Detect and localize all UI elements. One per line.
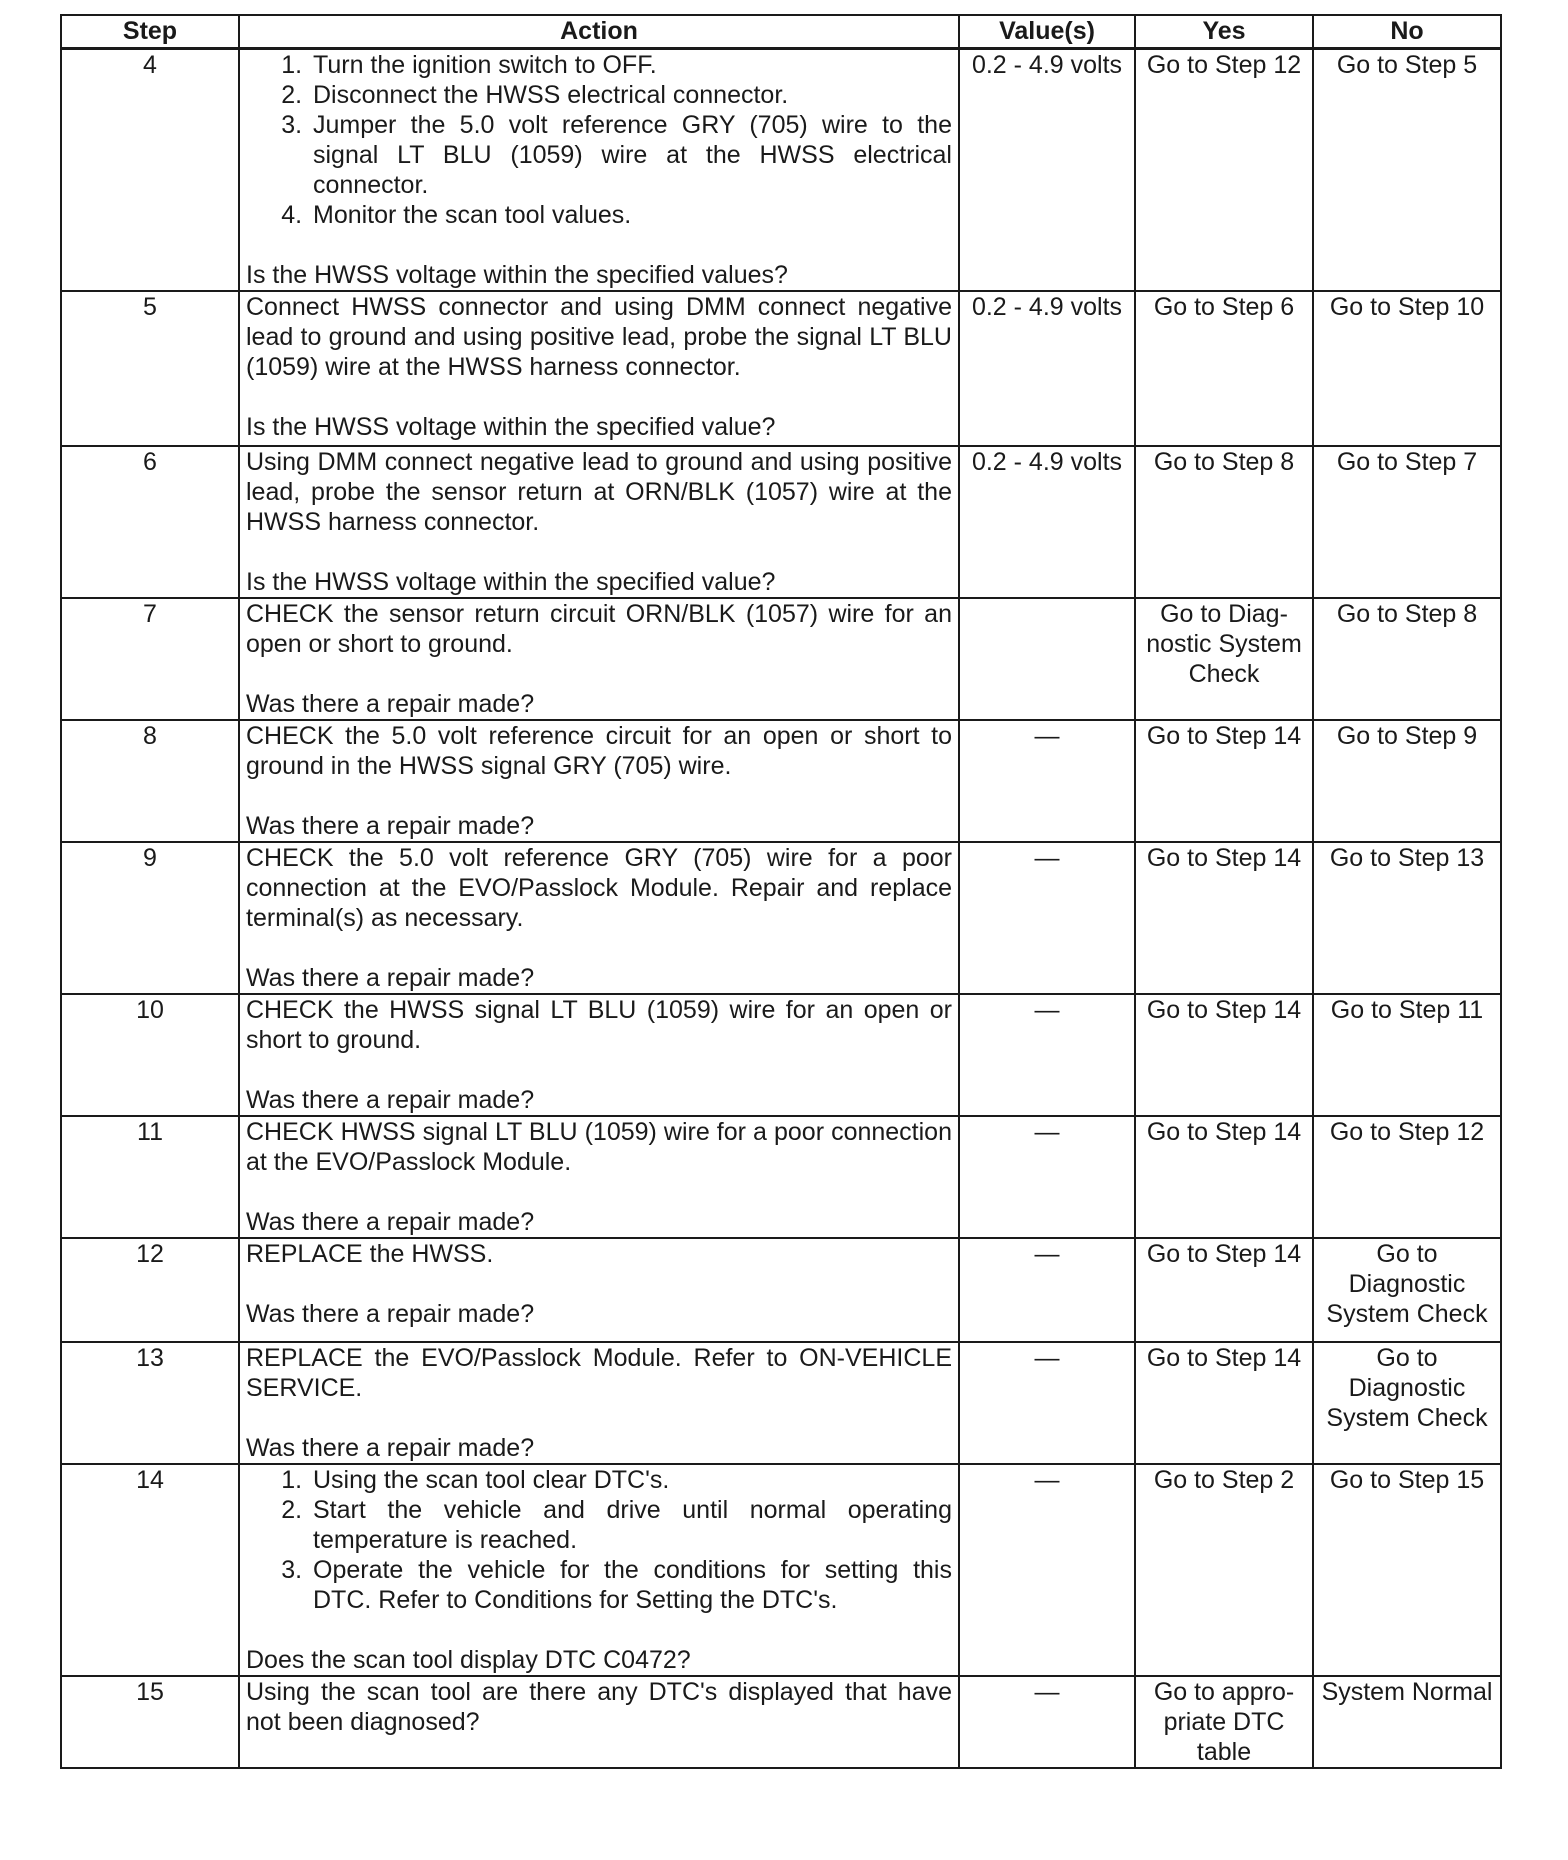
action-cell <box>239 720 959 842</box>
table-row <box>61 994 1501 1116</box>
question-text: Does the scan tool display DTC C0472? <box>246 1646 691 1674</box>
question-text: Was there a repair made? <box>246 812 535 840</box>
value-cell: — <box>959 720 1135 842</box>
question-text: Was there a repair made? <box>246 1434 535 1462</box>
step-number: 8 <box>61 720 239 842</box>
step-number: 5 <box>61 291 239 446</box>
table-row <box>61 1676 1501 1768</box>
header-row <box>61 15 1501 49</box>
table-row <box>61 720 1501 842</box>
action-text: CHECK HWSS signal LT BLU (1059) wire for a poor connection at the EVO/Passlock Module. <box>246 1118 959 1176</box>
question-text: Was there a repair made? <box>246 1208 535 1236</box>
yes-cell: Go to Step 12 <box>1135 49 1313 292</box>
value-cell: — <box>959 1238 1135 1342</box>
yes-cell: Go to appro-priate DTC table <box>1135 1676 1313 1768</box>
action-cell <box>239 1676 959 1768</box>
value-cell <box>959 598 1135 720</box>
step-number: 10 <box>61 994 239 1116</box>
value-cell: — <box>959 1342 1135 1464</box>
header-no: No <box>1313 15 1501 49</box>
table-row <box>61 1238 1501 1342</box>
question-text: Is the HWSS voltage within the specified value? <box>246 413 776 441</box>
yes-cell: Go to Step 14 <box>1135 1238 1313 1342</box>
no-cell: Go to Step 10 <box>1313 291 1501 446</box>
question-text: Was there a repair made? <box>246 1300 535 1328</box>
action-cell <box>239 1342 959 1464</box>
no-cell: Go to Step 8 <box>1313 598 1501 720</box>
value-cell: — <box>959 994 1135 1116</box>
step-number: 15 <box>61 1676 239 1768</box>
yes-cell: Go to Step 14 <box>1135 720 1313 842</box>
table-row <box>61 1464 1501 1676</box>
header-yes: Yes <box>1135 15 1313 49</box>
list-item: 2. Disconnect the HWSS electrical connector. <box>309 80 952 110</box>
action-cell <box>239 446 959 598</box>
action-text: CHECK the sensor return circuit ORN/BLK (1057) wire for an open or short to ground. <box>246 600 959 658</box>
table-row <box>61 842 1501 994</box>
value-cell: — <box>959 842 1135 994</box>
question-text: Was there a repair made? <box>246 690 535 718</box>
action-cell <box>239 598 959 720</box>
step-number: 11 <box>61 1116 239 1238</box>
no-cell: Go to Step 11 <box>1313 994 1501 1116</box>
action-cell <box>239 1464 959 1676</box>
step-number: 6 <box>61 446 239 598</box>
action-cell <box>239 1238 959 1342</box>
yes-cell: Go to Step 6 <box>1135 291 1313 446</box>
no-cell: Go to Step 7 <box>1313 446 1501 598</box>
yes-cell: Go to Step 14 <box>1135 842 1313 994</box>
step-number: 7 <box>61 598 239 720</box>
action-text: Using the scan tool are there any DTC's displayed that have not been diagnosed? <box>246 1678 959 1736</box>
list-item: 4. Monitor the scan tool values. <box>309 200 952 230</box>
step-number: 9 <box>61 842 239 994</box>
action-text: CHECK the HWSS signal LT BLU (1059) wire for an open or short to ground. <box>246 996 959 1054</box>
diagnostic-page <box>60 14 1500 1769</box>
question-text: Is the HWSS voltage within the specified values? <box>246 261 788 289</box>
table-row <box>61 49 1501 292</box>
table-row <box>61 446 1501 598</box>
question-text: Was there a repair made? <box>246 964 535 992</box>
action-cell <box>239 994 959 1116</box>
yes-cell: Go to Step 14 <box>1135 994 1313 1116</box>
action-cell <box>239 291 959 446</box>
no-cell: System Normal <box>1313 1676 1501 1768</box>
action-cell <box>239 49 959 292</box>
header-step: Step <box>61 15 239 49</box>
action-text: CHECK the 5.0 volt reference circuit for an open or short to ground in the HWSS signal GRY (705) wire. <box>246 722 959 780</box>
action-cell <box>239 1116 959 1238</box>
table-row <box>61 1116 1501 1238</box>
step-number: 12 <box>61 1238 239 1342</box>
table-row <box>61 598 1501 720</box>
value-cell: — <box>959 1116 1135 1238</box>
yes-cell: Go to Step 8 <box>1135 446 1313 598</box>
action-list <box>246 1465 952 1615</box>
no-cell: Go to Step 9 <box>1313 720 1501 842</box>
list-item: 1. Using the scan tool clear DTC's. <box>309 1465 952 1495</box>
diagnostic-table <box>60 14 1502 1769</box>
value-cell: 0.2 - 4.9 volts <box>959 446 1135 598</box>
value-cell: — <box>959 1676 1135 1768</box>
yes-cell: Go to Diag-nostic System Check <box>1135 598 1313 720</box>
value-cell: 0.2 - 4.9 volts <box>959 49 1135 292</box>
yes-cell: Go to Step 14 <box>1135 1342 1313 1464</box>
no-cell: Go to Step 12 <box>1313 1116 1501 1238</box>
step-number: 4 <box>61 49 239 292</box>
header-action: Action <box>239 15 959 49</box>
question-text: Is the HWSS voltage within the specified value? <box>246 568 776 596</box>
list-item: 3. Jumper the 5.0 volt reference GRY (705) wire to the signal LT BLU (1059) wire at the HWSS electrical connector. <box>309 110 952 200</box>
value-cell: 0.2 - 4.9 volts <box>959 291 1135 446</box>
no-cell: Go to Step 13 <box>1313 842 1501 994</box>
action-text: Connect HWSS connector and using DMM connect negative lead to ground and using positive lead, probe the signal LT BLU (1059) wire at the HWSS harness connector. <box>246 293 959 381</box>
yes-cell: Go to Step 2 <box>1135 1464 1313 1676</box>
action-text: REPLACE the HWSS. <box>246 1240 494 1268</box>
action-text: CHECK the 5.0 volt reference GRY (705) wire for a poor connection at the EVO/Passlock Module. Repair and replace terminal(s) as necessary. <box>246 844 959 932</box>
yes-cell: Go to Step 14 <box>1135 1116 1313 1238</box>
table-row <box>61 291 1501 446</box>
action-list <box>246 50 952 230</box>
list-item: 2. Start the vehicle and drive until normal operating temperature is reached. <box>309 1495 952 1555</box>
list-item: 1. Turn the ignition switch to OFF. <box>309 50 952 80</box>
action-text: Using DMM connect negative lead to ground and using positive lead, probe the sensor return at ORN/BLK (1057) wire at the HWSS harness connector. <box>246 448 959 536</box>
no-cell: Go to Step 15 <box>1313 1464 1501 1676</box>
header-value: Value(s) <box>959 15 1135 49</box>
no-cell: Go to Diagnostic System Check <box>1313 1238 1501 1342</box>
action-cell <box>239 842 959 994</box>
table-row <box>61 1342 1501 1464</box>
no-cell: Go to Diagnostic System Check <box>1313 1342 1501 1464</box>
list-item: 3. Operate the vehicle for the conditions for setting this DTC. Refer to Conditions for Setting the DTC's. <box>309 1555 952 1615</box>
step-number: 13 <box>61 1342 239 1464</box>
action-text: REPLACE the EVO/Passlock Module. Refer to ON-VEHICLE SERVICE. <box>246 1344 959 1402</box>
value-cell: — <box>959 1464 1135 1676</box>
question-text: Was there a repair made? <box>246 1086 535 1114</box>
no-cell: Go to Step 5 <box>1313 49 1501 292</box>
step-number: 14 <box>61 1464 239 1676</box>
